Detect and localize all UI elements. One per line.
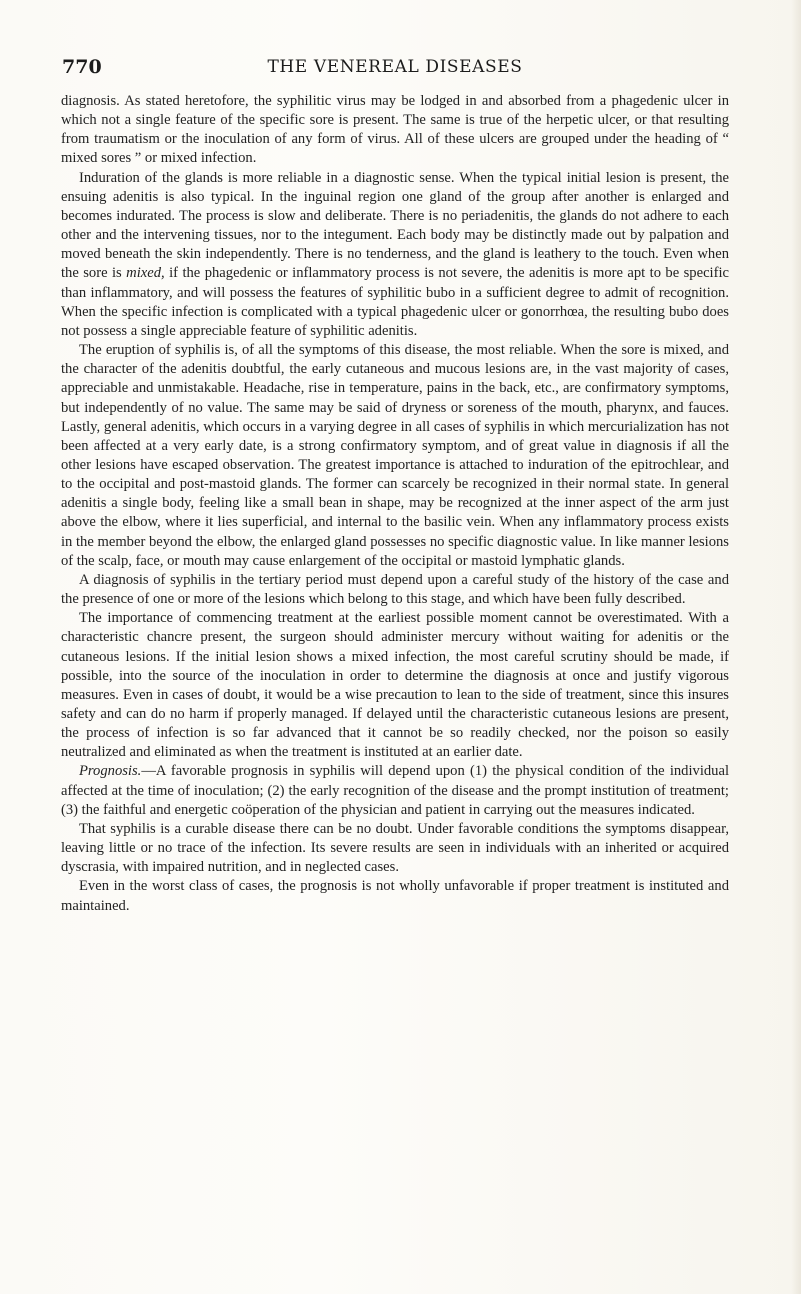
paragraph: diagnosis. As stated heretofore, the syphilitic virus may be lodged in and absorbed from a phagedenic ulcer in which not a single feature of the specific sore is present. The same is true of the herpetic ulcer, or that resulting from traumatism or the inoculation of any form of virus. All of these ulcers are grouped under the heading of “ mixed sores ” or mixed infection. [61,93,729,167]
page-edge-shadow [791,0,801,1294]
paragraph: That syphilis is a curable disease there can be no doubt. Under favorable conditions the symptoms disappear, leaving little or no trace of the infection. Its severe results are seen in individuals with an inherited or acquired dyscrasia, with impaired nutrition, and in neglected cases. [61,820,729,876]
paragraph: Even in the worst class of cases, the prognosis is not wholly unfavorable if proper treatment is instituted and maintained. [61,878,729,914]
page-number: 770 [62,56,102,78]
paragraph-text: Induration of the glands is more reliable in a diagnostic sense. When the typical initial lesion is present, the ensuing adenitis is also typical. In the inguinal region one gland of the group after another is enlarged and becomes indurated. The process is slow and deliberate. There is no periadenitis, the glands do not adhere to each other and the intervening tissues, nor to the integument. Each body may be distinctly made out by palpation and moved beneath the skin independently. There is no tenderness, and the gland is leathery to the touch. Even when the sore is [61,169,729,282]
paragraph: The eruption of syphilis is, of all the symptoms of this disease, the most reliable. When the sore is mixed, and the character of the adenitis doubtful, the early cutaneous and mucous lesions are, in the vast majority of cases, appreciable and unmistakable. Headache, rise in temperature, pains in the back, etc., are confirmatory symptoms, but independently of no value. The same may be said of dryness or soreness of the mouth, pharynx, and fauces. Lastly, general adenitis, which occurs in a varying degree in all cases of syphilis in which mercurialization has not been affected at a very early date, is a strong confirmatory symptom, and of great value in diagnosis if all the other lesions have escaped observation. The greatest importance is attached to induration of the epitrochlear, and to the occipital and post-mastoid glands. The former can scarcely be recognized in their normal state. In general adenitis a single body, feeling like a small bean in shape, may be recognized at the inner aspect of the arm just above the elbow, where it lies superficial, and internal to the basilic vein. When any inflammatory process exists in the member beyond the elbow, the enlarged gland possesses no specific diagnostic value. In like manner lesions of the scalp, face, or mouth may cause enlargement of the occipital or mastoid lymphatic glands. [61,342,729,569]
running-title: THE VENEREAL DISEASES [267,57,523,77]
paragraph: The importance of commencing treatment at the earliest possible moment cannot be overestimated. With a characteristic chancre present, the surgeon should administer mercury without waiting for adenitis or the cutaneous lesions. If the initial lesion shows a mixed infection, the most careful scrutiny should be made, if possible, into the source of the inoculation in order to determine the diagnosis at once and justify vigorous measures. Even in cases of doubt, it would be a wise precaution to lean to the side of treatment, since this insures safety and can do no harm if properly managed. If delayed until the characteristic cutaneous lesions are present, the process of infection is so far advanced that it cannot be so readily checked, nor the poison so easily neutralized and eliminated as when the treatment is instituted at an earlier date. [61,610,729,761]
emphasis: mixed, [126,265,165,282]
body-text [61,92,729,916]
paragraph [61,762,729,819]
paragraph [61,169,729,341]
paragraph-text: —A favorable prognosis in syphilis will depend upon (1) the physical condition of the individual affected at the time of inoculation; (2) the early recognition of the disease and the prompt institution of treatment; (3) the faithful and energetic coöperation of the physician and patient in carrying out the measures indicated. [61,763,729,818]
page-header [60,56,730,78]
paragraph-text: if the phagedenic or inflammatory process is not severe, the adenitis is more apt to be specific than inflammatory, and will possess the features of syphilitic bubo in a sufficient degree to admit of recognition. When the specific infection is complicated with a typical phagedenic ulcer or gonorrhœa, the resulting bubo does not possess a single appreciable feature of syphilitic adenitis. [61,265,730,339]
section-heading: Prognosis. [79,763,142,780]
paragraph: A diagnosis of syphilis in the tertiary period must depend upon a careful study of the history of the case and the presence of one or more of the lesions which belong to this stage, and which have been fully described. [61,571,729,608]
